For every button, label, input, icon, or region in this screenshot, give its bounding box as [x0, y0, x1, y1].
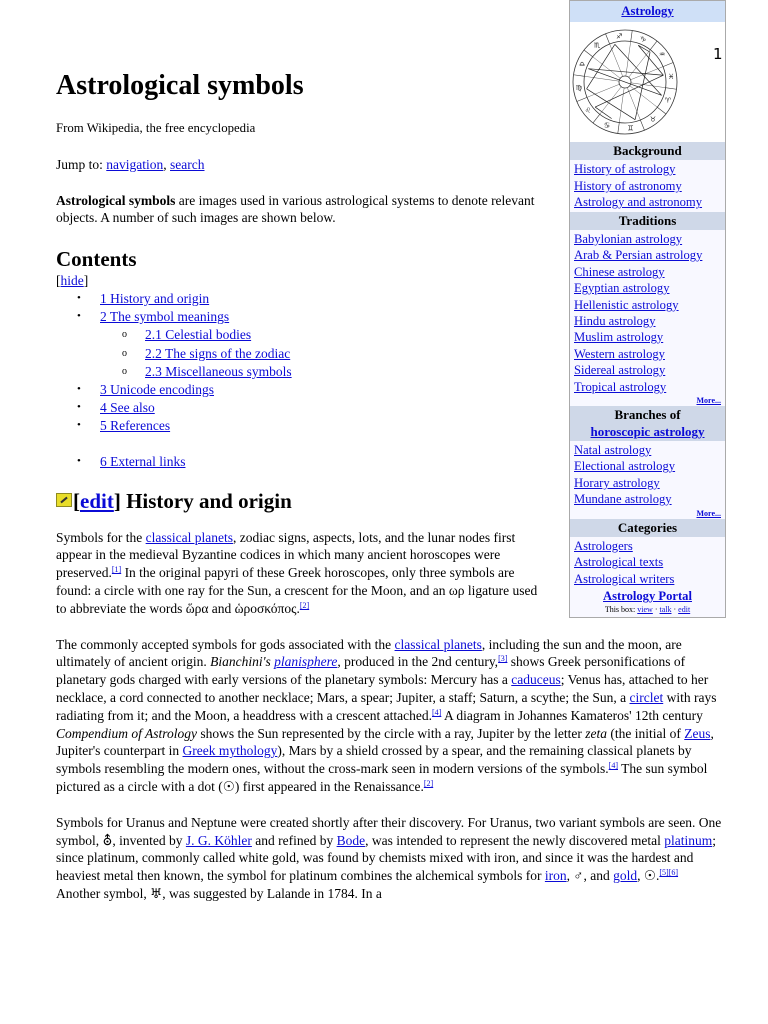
zodiac-glyph-icon: ♉	[649, 115, 657, 124]
branches-of-label: Branches of	[614, 407, 681, 423]
table-of-contents	[56, 246, 722, 474]
link-hindu-astrology[interactable]: Hindu astrology	[574, 314, 656, 329]
paragraph-text: , produced in the 2nd century,	[337, 654, 499, 670]
paragraph-text: , ☉.	[637, 868, 660, 884]
branches-more-link[interactable]: More...	[696, 508, 721, 518]
intro-text: are images used in various astrological systems to denote relevant objects. A number of such images are shown below.	[56, 192, 535, 226]
citation-link[interactable]: [2]	[423, 779, 434, 789]
toc-link[interactable]: 2.1 Celestial bodies	[145, 327, 252, 343]
citation	[498, 654, 507, 663]
link-astrology-and-astronomy[interactable]: Astrology and astronomy	[574, 195, 703, 210]
paragraph-text: , zodiac signs, aspects, lots, and the lunar nodes first appear in the medieval Byzantine codices in which many ancient horoscopes were preserved.	[56, 529, 516, 581]
paragraph-text: Symbols for the	[56, 529, 146, 545]
pencil-edit-icon[interactable]	[56, 493, 72, 507]
wheel-divider	[650, 41, 657, 50]
link-chinese-astrology[interactable]: Chinese astrology	[574, 264, 665, 279]
infobox-title	[570, 1, 725, 22]
infobox-traditions-header: Traditions	[570, 212, 725, 230]
history-paragraph-2	[56, 636, 722, 796]
zodiac-glyph-icon: ♋	[603, 121, 610, 130]
inline-link[interactable]: caduceus	[511, 672, 561, 688]
zodiac-glyph-icon: ♒	[658, 50, 666, 59]
paragraph-text: In the original papyri of these Greek horoscopes, only three symbols are found: a circle with one ray for the Sun, a crescent for the Moon, and an ωρ ligature used to abbreviate the words ὥρα and ὡροσκόπος.	[56, 565, 538, 616]
toc-item	[56, 290, 722, 308]
box-note-label: This box:	[604, 604, 638, 614]
zodiac-glyph-icon: ♌	[584, 106, 592, 115]
inline-link[interactable]: planisphere	[274, 654, 338, 670]
box-view-link[interactable]: view	[637, 604, 653, 614]
inline-link[interactable]: platinum	[664, 832, 713, 848]
citation-link[interactable]: [2]	[299, 600, 310, 610]
link-horoscopic-astrology[interactable]: horoscopic astrology	[590, 423, 705, 439]
citation	[112, 565, 121, 574]
paragraph-text: and refined by	[251, 832, 337, 848]
inline-link[interactable]: Bode	[336, 832, 366, 848]
paragraph-text: Bianchini's	[210, 654, 275, 670]
toc-item	[56, 399, 722, 417]
jump-separator: ,	[163, 156, 171, 172]
infobox-categories-header: Categories	[570, 519, 725, 537]
link-egyptian-astrology[interactable]: Egyptian astrology	[574, 281, 670, 296]
zodiac-glyph-icon: ♊	[627, 124, 634, 133]
astrology-portal-link[interactable]: Astrology Portal	[603, 589, 692, 604]
toc-item	[56, 363, 722, 381]
paragraph-text: ; since platinum, commonly called white gold, was found by chemists mixed with iron, and since it was the hardest and heaviest metal then known, the symbol for platinum combines the alchemical symbols for	[56, 832, 717, 884]
paragraph-text: zeta	[585, 725, 608, 741]
inline-link[interactable]: Greek mythology	[182, 743, 278, 759]
citation-link[interactable]: [3]	[498, 654, 508, 664]
citation-link[interactable]: [4]	[432, 707, 442, 717]
inline-link[interactable]: circlet	[629, 690, 664, 706]
zodiac-glyph-icon: ♏	[593, 41, 601, 50]
inline-link[interactable]: gold	[613, 868, 638, 884]
box-talk-link[interactable]: talk	[659, 604, 672, 614]
citation-link[interactable]: [1]	[111, 565, 122, 575]
toc-link[interactable]: 4 See also	[100, 400, 155, 416]
jump-to-label: Jump to:	[56, 156, 107, 172]
toc-item	[56, 381, 722, 399]
toc-link[interactable]: 1 History and origin	[100, 290, 210, 306]
toc-title: Contents	[56, 247, 137, 272]
toc-link[interactable]: 2 The symbol meanings	[100, 309, 230, 325]
history-paragraph-1	[56, 529, 542, 618]
intro-bold-term: Astrological symbols	[56, 192, 176, 208]
page-title: Astrological symbols	[56, 70, 304, 101]
link-astrological-texts[interactable]: Astrological texts	[574, 555, 664, 570]
inline-link[interactable]: J. G. Köhler	[185, 832, 252, 848]
toc-link[interactable]: 3 Unicode encodings	[100, 381, 214, 397]
wheel-divider	[663, 63, 673, 67]
paragraph-text: A diagram in Johannes Kamateros' 12th century	[441, 707, 703, 723]
link-mundane-astrology[interactable]: Mundane astrology	[574, 492, 672, 507]
article-body	[56, 68, 722, 903]
wheel-divider	[631, 31, 633, 42]
link-sidereal-astrology[interactable]: Sidereal astrology	[574, 363, 666, 378]
paragraph-text: The commonly accepted symbols for gods associated with the	[56, 636, 395, 652]
paragraph-text: ), Mars by a shield crossed by a spear, and the remaining classical planets by symbols resembling the modern ones, without the cross-mark seen in modern versions of the symbols.	[56, 743, 692, 777]
citation-link[interactable]: [5][6]	[659, 868, 679, 878]
history-paragraph-3	[56, 814, 722, 903]
toc-item	[56, 453, 722, 474]
inline-link[interactable]: classical planets	[394, 636, 482, 652]
paragraph-text: shows Greek personifications of planetary gods charged with early versions of the planetary symbols: Mercury has a	[56, 654, 686, 688]
paragraph-text: The sun symbol pictured as a circle with a dot (☉) first appeared in the Renaissance.	[56, 761, 708, 795]
paragraph-text: (the initial of	[607, 725, 685, 741]
zodiac-glyph-icon: ♈	[664, 96, 671, 105]
toc-item	[56, 345, 722, 363]
paragraph-text: , ♂, and	[566, 868, 614, 884]
paragraph-text: Another symbol, ♅, was suggested by Lalande in 1784. In a	[56, 886, 382, 902]
link-electional-astrology[interactable]: Electional astrology	[574, 459, 676, 474]
section-history-title: History and origin	[120, 488, 292, 513]
citation	[659, 868, 678, 877]
wheel-divider	[584, 50, 593, 57]
toc-list	[56, 290, 722, 472]
citation	[432, 708, 441, 717]
paragraph-text: ; Venus has, attached to her necklace, a cord connected to another necklace; Mars, a spear; Jupiter, a staff; Saturn, a scythe; the Sun, a	[56, 672, 709, 706]
citation	[609, 761, 618, 770]
toc-item	[56, 326, 722, 344]
zodiac-glyph-icon: ♐	[616, 32, 623, 41]
toc-link[interactable]: 2.2 The signs of the zodiac	[145, 345, 291, 361]
paragraph-text: , was intended to represent the newly discovered metal	[365, 832, 665, 848]
link-babylonian-astrology[interactable]: Babylonian astrology	[574, 232, 683, 247]
link-history-of-astrology[interactable]: History of astrology	[574, 162, 676, 177]
toc-link[interactable]: 5 References	[100, 418, 171, 434]
link-arab-persian-astrology[interactable]: Arab & Persian astrology	[574, 248, 703, 263]
inline-link[interactable]: Zeus	[684, 725, 711, 741]
zodiac-glyph-icon: ♑	[640, 35, 647, 44]
zodiac-glyph-icon: ♓	[668, 72, 675, 81]
citation	[424, 779, 433, 788]
paragraph-text: Symbols for Uranus and Neptune were created shortly after their discovery. For Uranus, two variant symbols are seen. One symbol, ⛢, invented by	[56, 814, 722, 848]
box-edit-link[interactable]: edit	[678, 604, 691, 614]
link-tropical-astrology[interactable]: Tropical astrology	[574, 379, 667, 394]
link-history-of-astronomy[interactable]: History of astronomy	[574, 178, 682, 193]
link-horary-astrology[interactable]: Horary astrology	[574, 475, 660, 490]
infobox-title-link[interactable]: Astrology	[621, 4, 674, 18]
link-western-astrology[interactable]: Western astrology	[574, 346, 665, 361]
site-subtitle: From Wikipedia, the free encyclopedia	[56, 121, 256, 135]
link-astrologers[interactable]: Astrologers	[574, 538, 633, 553]
inline-link[interactable]: classical planets	[145, 529, 233, 545]
link-astrological-writers[interactable]: Astrological writers	[574, 571, 675, 586]
wheel-divider	[606, 34, 610, 44]
traditions-more-link[interactable]: More...	[696, 396, 721, 406]
toc-hide-toggle: [hide]	[56, 273, 89, 289]
zodiac-glyph-icon: ♍	[575, 84, 582, 93]
toc-link[interactable]: 6 External links	[100, 454, 186, 470]
link-natal-astrology[interactable]: Natal astrology	[574, 442, 652, 457]
paragraph-text: , Jupiter's counterpart in	[56, 725, 714, 759]
paragraph-text: with rays radiating from it; and the Moon, a headdress with a crescent attached.	[56, 690, 717, 723]
paragraph-text: shows the Sun represented by the circle with a ray, Jupiter by the letter	[197, 725, 586, 741]
stray-numeral: 1	[713, 45, 723, 63]
toc-link[interactable]: 2.3 Miscellaneous symbols	[145, 363, 292, 379]
infobox-background-header: Background	[570, 142, 725, 160]
link-hellenistic-astrology[interactable]: Hellenistic astrology	[574, 297, 679, 312]
toc-item	[56, 308, 722, 329]
intro-paragraph	[56, 192, 542, 228]
paragraph-text: Compendium of Astrology	[56, 725, 197, 741]
section-edit-link[interactable]: edit	[80, 488, 114, 513]
citation	[300, 601, 309, 610]
inline-link[interactable]: iron	[544, 868, 567, 884]
box-navigation-note: This box: view · talk · edit	[604, 604, 691, 614]
section-history-heading: [edit] History and origin	[56, 488, 722, 514]
paragraph-text: , including the sun and the moon, are ultimately of ancient origin.	[56, 636, 682, 670]
link-muslim-astrology[interactable]: Muslim astrology	[574, 330, 664, 345]
jump-to-line	[56, 156, 722, 177]
toc-item	[56, 417, 722, 435]
zodiac-glyph-icon: ♎	[579, 60, 586, 69]
jump-navigation-link[interactable]: navigation	[106, 156, 164, 172]
citation-link[interactable]: [4]	[608, 761, 618, 771]
toc-hide-link[interactable]: hide	[60, 273, 84, 289]
jump-search-link[interactable]: search	[170, 156, 205, 172]
